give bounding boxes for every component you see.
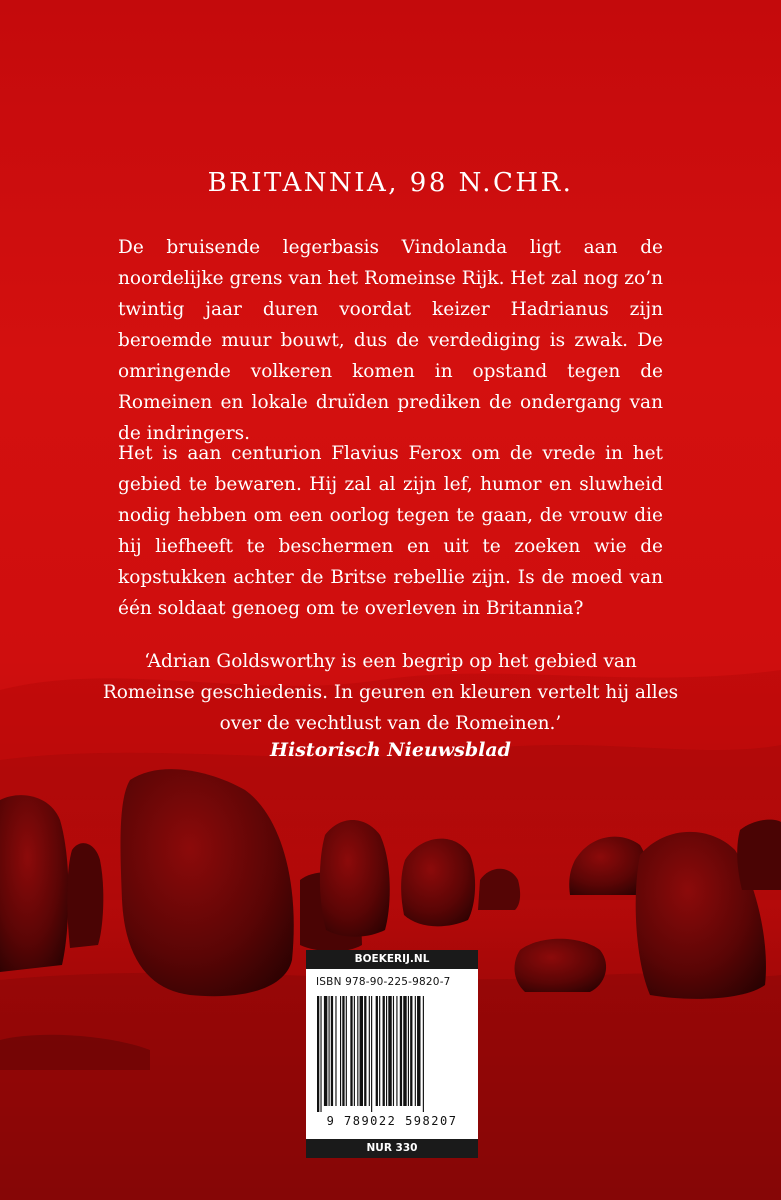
barcode-bar [393, 996, 394, 1106]
barcode-bar [379, 996, 380, 1106]
barcode-bar [360, 996, 363, 1106]
barcode-bar [403, 996, 406, 1106]
barcode-bar [410, 996, 412, 1106]
barcode-bar [369, 996, 370, 1106]
barcode-bar [371, 996, 372, 1112]
barcode-bar [408, 996, 409, 1106]
barcode-bar [388, 996, 391, 1106]
barcode-bar [357, 996, 358, 1106]
barcode-bars [317, 996, 467, 1112]
barcode-bar [320, 996, 321, 1112]
barcode-bar [364, 996, 366, 1106]
barcode-bar [417, 996, 420, 1106]
barcode-bar [329, 996, 330, 1106]
barcode-bar [396, 996, 397, 1106]
barcode-bar [383, 996, 385, 1106]
review-source: Historisch Nieuwsblad [270, 739, 511, 761]
barcode-bar [340, 996, 341, 1106]
cover-heading: BRITANNIA, 98 N.CHR. [207, 168, 574, 198]
barcode-bar [400, 996, 402, 1106]
blurb-paragraph-2: Het is aan centurion Flavius Ferox om de vrede in het gebied te bewaren. Hij zal al zijn lef, humor en sluwheid nodig hebben om een oorlog tegen te gaan, de vrouw die hij liefheeft te beschermen en uit te zoeken wie de kopstukken achter de Britse rebellie zijn. Is de moed van één soldaat genoeg om te overleven in Britannia? [118, 443, 663, 619]
barcode-bar [354, 996, 355, 1106]
barcode-bar [342, 996, 344, 1106]
barcode-bar [317, 996, 319, 1112]
barcode-digits: 9 789022 598207 [326, 1114, 458, 1128]
review-quote: ‘Adrian Goldsworthy is een begrip op het gebied van Romeinse geschiedenis. In geuren en kleuren vertelt hij alles over de vechtlust van de Romeinen.’ [102, 651, 679, 734]
barcode-bar [376, 996, 378, 1106]
barcode-bar [415, 996, 416, 1106]
barcode-bar [423, 996, 424, 1112]
barcode-bar [331, 996, 333, 1106]
publisher-site: BOEKERIJ.NL [306, 950, 478, 969]
barcode-bar [350, 996, 352, 1106]
barcode-panel [306, 950, 478, 1158]
barcode-bar [335, 996, 336, 1106]
barcode-bar [346, 996, 347, 1106]
barcode-bar [386, 996, 387, 1106]
nur-code: NUR 330 [306, 1139, 478, 1158]
isbn-label: ISBN 978-90-225-9820-7 [316, 976, 451, 988]
barcode-bar [324, 996, 327, 1106]
blurb-paragraph-1: De bruisende legerbasis Vindolanda ligt aan de noordelijke grens van het Romeinse Rijk. Het zal nog zo’n twintig jaar duren voordat keizer Hadrianus zijn beroemde muur bouwt, dus de verdediging is zwak. De omringende volkeren komen in opstand tegen de Romeinen en lokale druïden prediken de ondergang van de indringers. [118, 237, 663, 444]
